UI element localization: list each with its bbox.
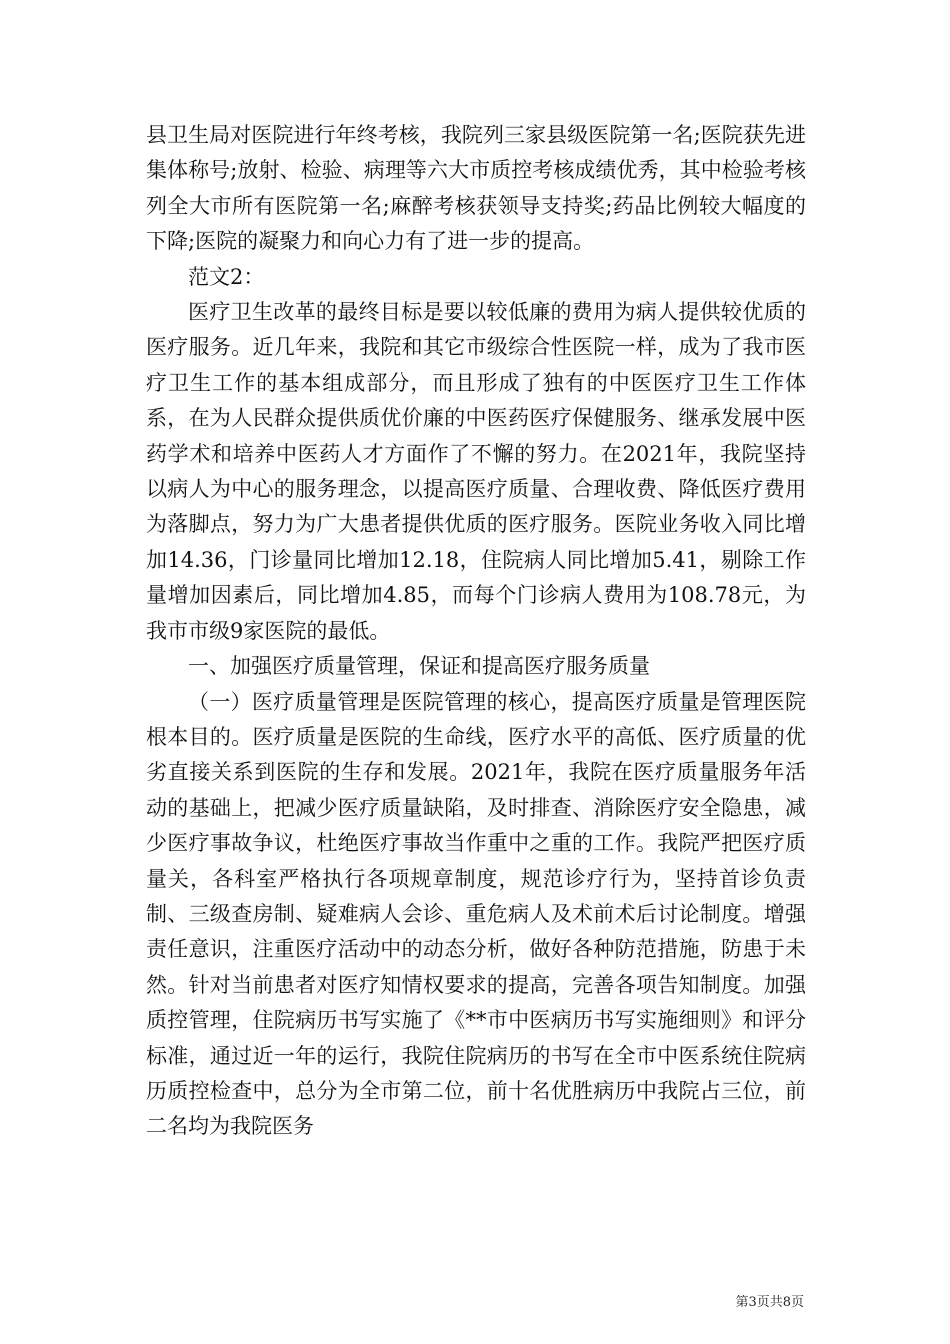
section-heading-quality: 一、加强医疗质量管理，保证和提高医疗服务质量 [188, 654, 650, 679]
paragraph-exam-results: 县卫生局对医院进行年终考核，我院列三家县级医院第一名;医院获先进集体称号;放射、检验、病理等六大市质控考核成绩优秀，其中检验考核列全大市所有医院第一名;麻醉考核获领导支持奖;药品比例较大幅度的下降;医院的凝聚力和向心力有了进一步的提高。 [146, 123, 806, 254]
page-number: 第3页共8页 [735, 1295, 804, 1310]
paragraph-reform-goal: 医疗卫生改革的最终目标是要以较低廉的费用为病人提供较优质的医疗服务。近几年来，我院和其它市级综合性医院一样，成为了我市医疗卫生工作的基本组成部分，而且形成了独有的中医医疗卫生工作体系，在为人民群众提供质优价廉的中医药医疗保健服务、继承发展中医药学术和培养中医药人才方面作了不懈的努力。在2021年，我院坚持以病人为中心的服务理念，以提高医疗质量、合理收费、降低医疗费用为落脚点，努力为广大患者提供优质的医疗服务。医院业务收入同比增加14.36，门诊量同比增加12.18，住院病人同比增加5.41，剔除工作量增加因素后，同比增加4.85，而每个门诊病人费用为108.78元，为我市市级9家医院的最低。 [146, 300, 806, 643]
document-body [146, 118, 806, 1145]
paragraph-sample-heading: 范文2： [188, 264, 265, 289]
paragraph-quality-management: （一）医疗质量管理是医院管理的核心，提高医疗质量是管理医院根本目的。医疗质量是医院的生命线，医疗水平的高低、医疗质量的优劣直接关系到医院的生存和发展。2021年，我院在医疗质量服务年活动的基础上，把减少医疗质量缺陷，及时排查、消除医疗安全隐患，减少医疗事故争议，杜绝医疗事故当作重中之重的工作。我院严把医疗质量关，各科室严格执行各项规章制度，规范诊疗行为，坚持首诊负责制、三级查房制、疑难病人会诊、重危病人及术前术后讨论制度。增强责任意识，注重医疗活动中的动态分析，做好各种防范措施，防患于未然。针对当前患者对医疗知情权要求的提高，完善各项告知制度。加强质控管理，住院病历书写实施了《**市中医病历书写实施细则》和评分标准，通过近一年的运行，我院住院病历的书写在全市中医系统住院病历质控检查中，总分为全市第二位，前十名优胜病历中我院占三位，前二名均为我院医务 [146, 689, 806, 1139]
